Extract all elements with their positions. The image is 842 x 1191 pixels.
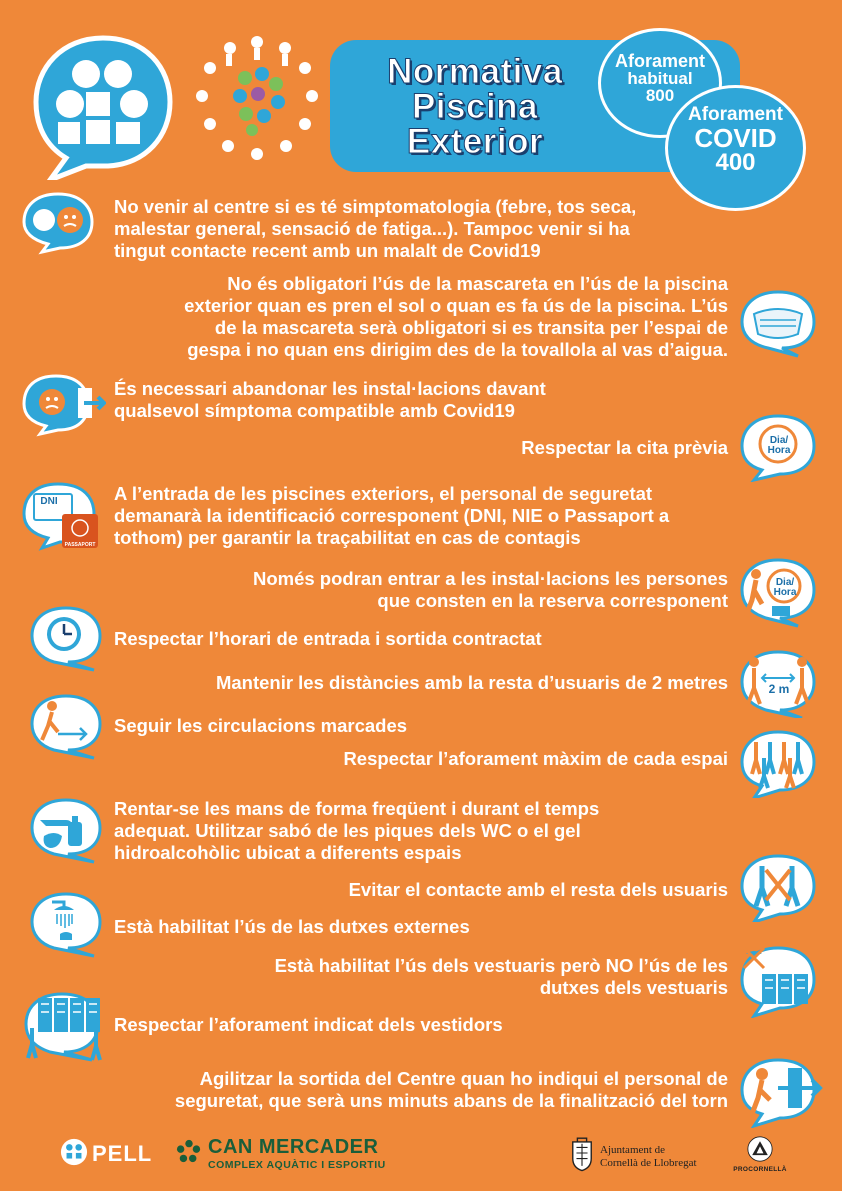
rule-line: Respectar l’aforament indicat dels vestidors [114, 1014, 503, 1035]
rule-line: Seguir les circulacions marcades [114, 715, 408, 736]
procornella-logo [730, 1136, 790, 1180]
no-contact-icon [738, 852, 818, 922]
can-mercader-title: CAN MERCADER [208, 1136, 379, 1158]
exit-symptoms-icon [22, 372, 106, 438]
rule-line: Respectar l’aforament màxim de cada espai [343, 748, 728, 769]
rule-hand-washing [114, 798, 599, 864]
id-documents-icon [22, 480, 108, 554]
group-capacity-icon [738, 728, 818, 798]
shower-icon [30, 890, 106, 958]
ajuntament-logo [570, 1134, 720, 1178]
rule-max-capacity [343, 748, 728, 770]
rule-line: Està habilitat l’ús de las dutxes externes [114, 916, 470, 937]
sport-figures-ring [190, 28, 325, 168]
capacity-usual-value: 800 [645, 86, 675, 105]
pell-logo-bubble [28, 30, 178, 180]
rule-external-showers [114, 916, 470, 938]
exit-door-icon [738, 1056, 824, 1128]
icon-text-line: Dia/ [775, 577, 795, 588]
rule-identification [114, 483, 669, 549]
rule-no-contact [349, 879, 728, 901]
ajuntament-text-2: Cornellà de Llobregat [600, 1157, 697, 1169]
rule-line: gespa i no quan ens dirigim des de la tovallola al vas d’aigua. [187, 339, 728, 360]
rule-symptoms [114, 196, 636, 262]
rule-mask [184, 273, 728, 361]
rule-line: Només podran entrar a les instal·lacions les persones [252, 568, 728, 589]
rule-line: dutxes dels vestuaris [539, 977, 728, 998]
rule-line: Respectar l’horari de entrada i sortida contractat [114, 628, 542, 649]
capacity-covid-label-1: Aforament [687, 104, 783, 125]
lockers-icon [22, 990, 108, 1062]
rule-line: A l’entrada de les piscines exteriors, el personal de seguretat [114, 483, 653, 504]
walking-direction-icon [30, 692, 106, 760]
clock-icon [30, 604, 106, 672]
icon-text-line: Dia/ [769, 435, 789, 446]
rule-line: Evitar el contacte amb el resta dels usuaris [348, 879, 728, 900]
can-mercader-logo [176, 1136, 396, 1176]
rule-leave-symptoms [114, 378, 546, 422]
rule-line: Respectar la cita prèvia [521, 437, 728, 458]
rule-line: que consten en la reserva corresponent [377, 590, 728, 611]
pell-footer-logo [60, 1138, 160, 1168]
rule-appointment [521, 437, 728, 459]
rule-line: Mantenir les distàncies amb la resta d’usuaris de 2 metres [215, 672, 728, 693]
procornella-text: PROCORNELLÀ [733, 1166, 787, 1173]
rule-reservation [253, 568, 728, 612]
title-line-2: Piscina [411, 87, 539, 126]
rule-line: exterior quan es pren el sol o quan es fa ús de la piscina. L’ús [184, 295, 728, 316]
rule-distance [216, 672, 728, 694]
rule-line: No és obligatori l’ús de la mascareta en l’ús de la piscina [227, 273, 728, 294]
distance-icon-text: 2 m [768, 682, 790, 696]
ajuntament-text-1: Ajuntament de [600, 1144, 666, 1156]
rule-schedule [114, 628, 542, 650]
rule-changing-rooms [114, 1014, 503, 1036]
rule-line: hidroalcohòlic ubicat a diferents espais [114, 842, 462, 863]
icon-text-line: Hora [773, 587, 797, 598]
rule-line: Rentar-se les mans de forma freqüent i durant el temps [114, 798, 600, 819]
appointment-icon-text [766, 436, 792, 456]
capacity-covid-bubble [665, 85, 806, 211]
capacity-usual-label-1: Aforament [614, 51, 705, 71]
rule-line: No venir al centre si es té simptomatologia (febre, tos seca, [114, 196, 637, 217]
rule-line: malestar general, sensació de fatiga...). Tampoc venir si ha [114, 218, 630, 239]
appointment-icon [738, 412, 818, 482]
rule-line: Agilitzar la sortida del Centre quan ho indiqui el personal de [199, 1068, 728, 1089]
rule-line: tingut contacte recent amb un malalt de Covid19 [114, 240, 541, 261]
rule-line: de la mascareta serà obligatori si es transita per l’espai de [214, 317, 728, 338]
symptoms-icon [22, 190, 94, 256]
icon-text-line: Hora [767, 445, 791, 456]
rule-line: seguretat, que serà uns minuts abans de la finalització del torn [174, 1090, 728, 1111]
id-card-text: DNI [40, 496, 58, 507]
rule-line: qualsevol símptoma compatible amb Covid19 [114, 400, 515, 421]
rule-exit [175, 1068, 728, 1112]
no-shower-lockers-icon [738, 944, 818, 1018]
mask-icon [738, 288, 818, 358]
title-line-3: Exterior [406, 122, 544, 161]
passport-text: PASSAPORT [64, 542, 96, 548]
title-line-1: Normativa [387, 52, 563, 91]
capacity-covid-label-2: COVID [694, 123, 777, 153]
rule-line: demanarà la identificació corresponent (DNI, NIE o Passaport a [114, 505, 670, 526]
rule-line: adequat. Utilitzar sabó de les piques dels WC o el gel [114, 820, 581, 841]
hand-washing-icon [30, 796, 106, 864]
rule-line: És necessari abandonar les instal·lacions davant [114, 378, 546, 399]
rule-line: tothom) per garantir la traçabilitat en cas de contagis [114, 527, 581, 548]
rule-lockers-no-showers [275, 955, 728, 999]
reservation-icon-text [772, 578, 798, 598]
capacity-covid-value: 400 [715, 149, 756, 176]
rule-circulation [114, 715, 407, 737]
reservation-icon [738, 556, 818, 628]
pell-text: PELL [92, 1141, 153, 1166]
rule-line: Està habilitat l’ús dels vestuaris però NO l’ús de les [274, 955, 728, 976]
capacity-usual-label-2: habitual [627, 69, 693, 88]
can-mercader-subtitle: COMPLEX AQUÀTIC I ESPORTIU [208, 1159, 386, 1171]
distance-icon [738, 648, 818, 718]
